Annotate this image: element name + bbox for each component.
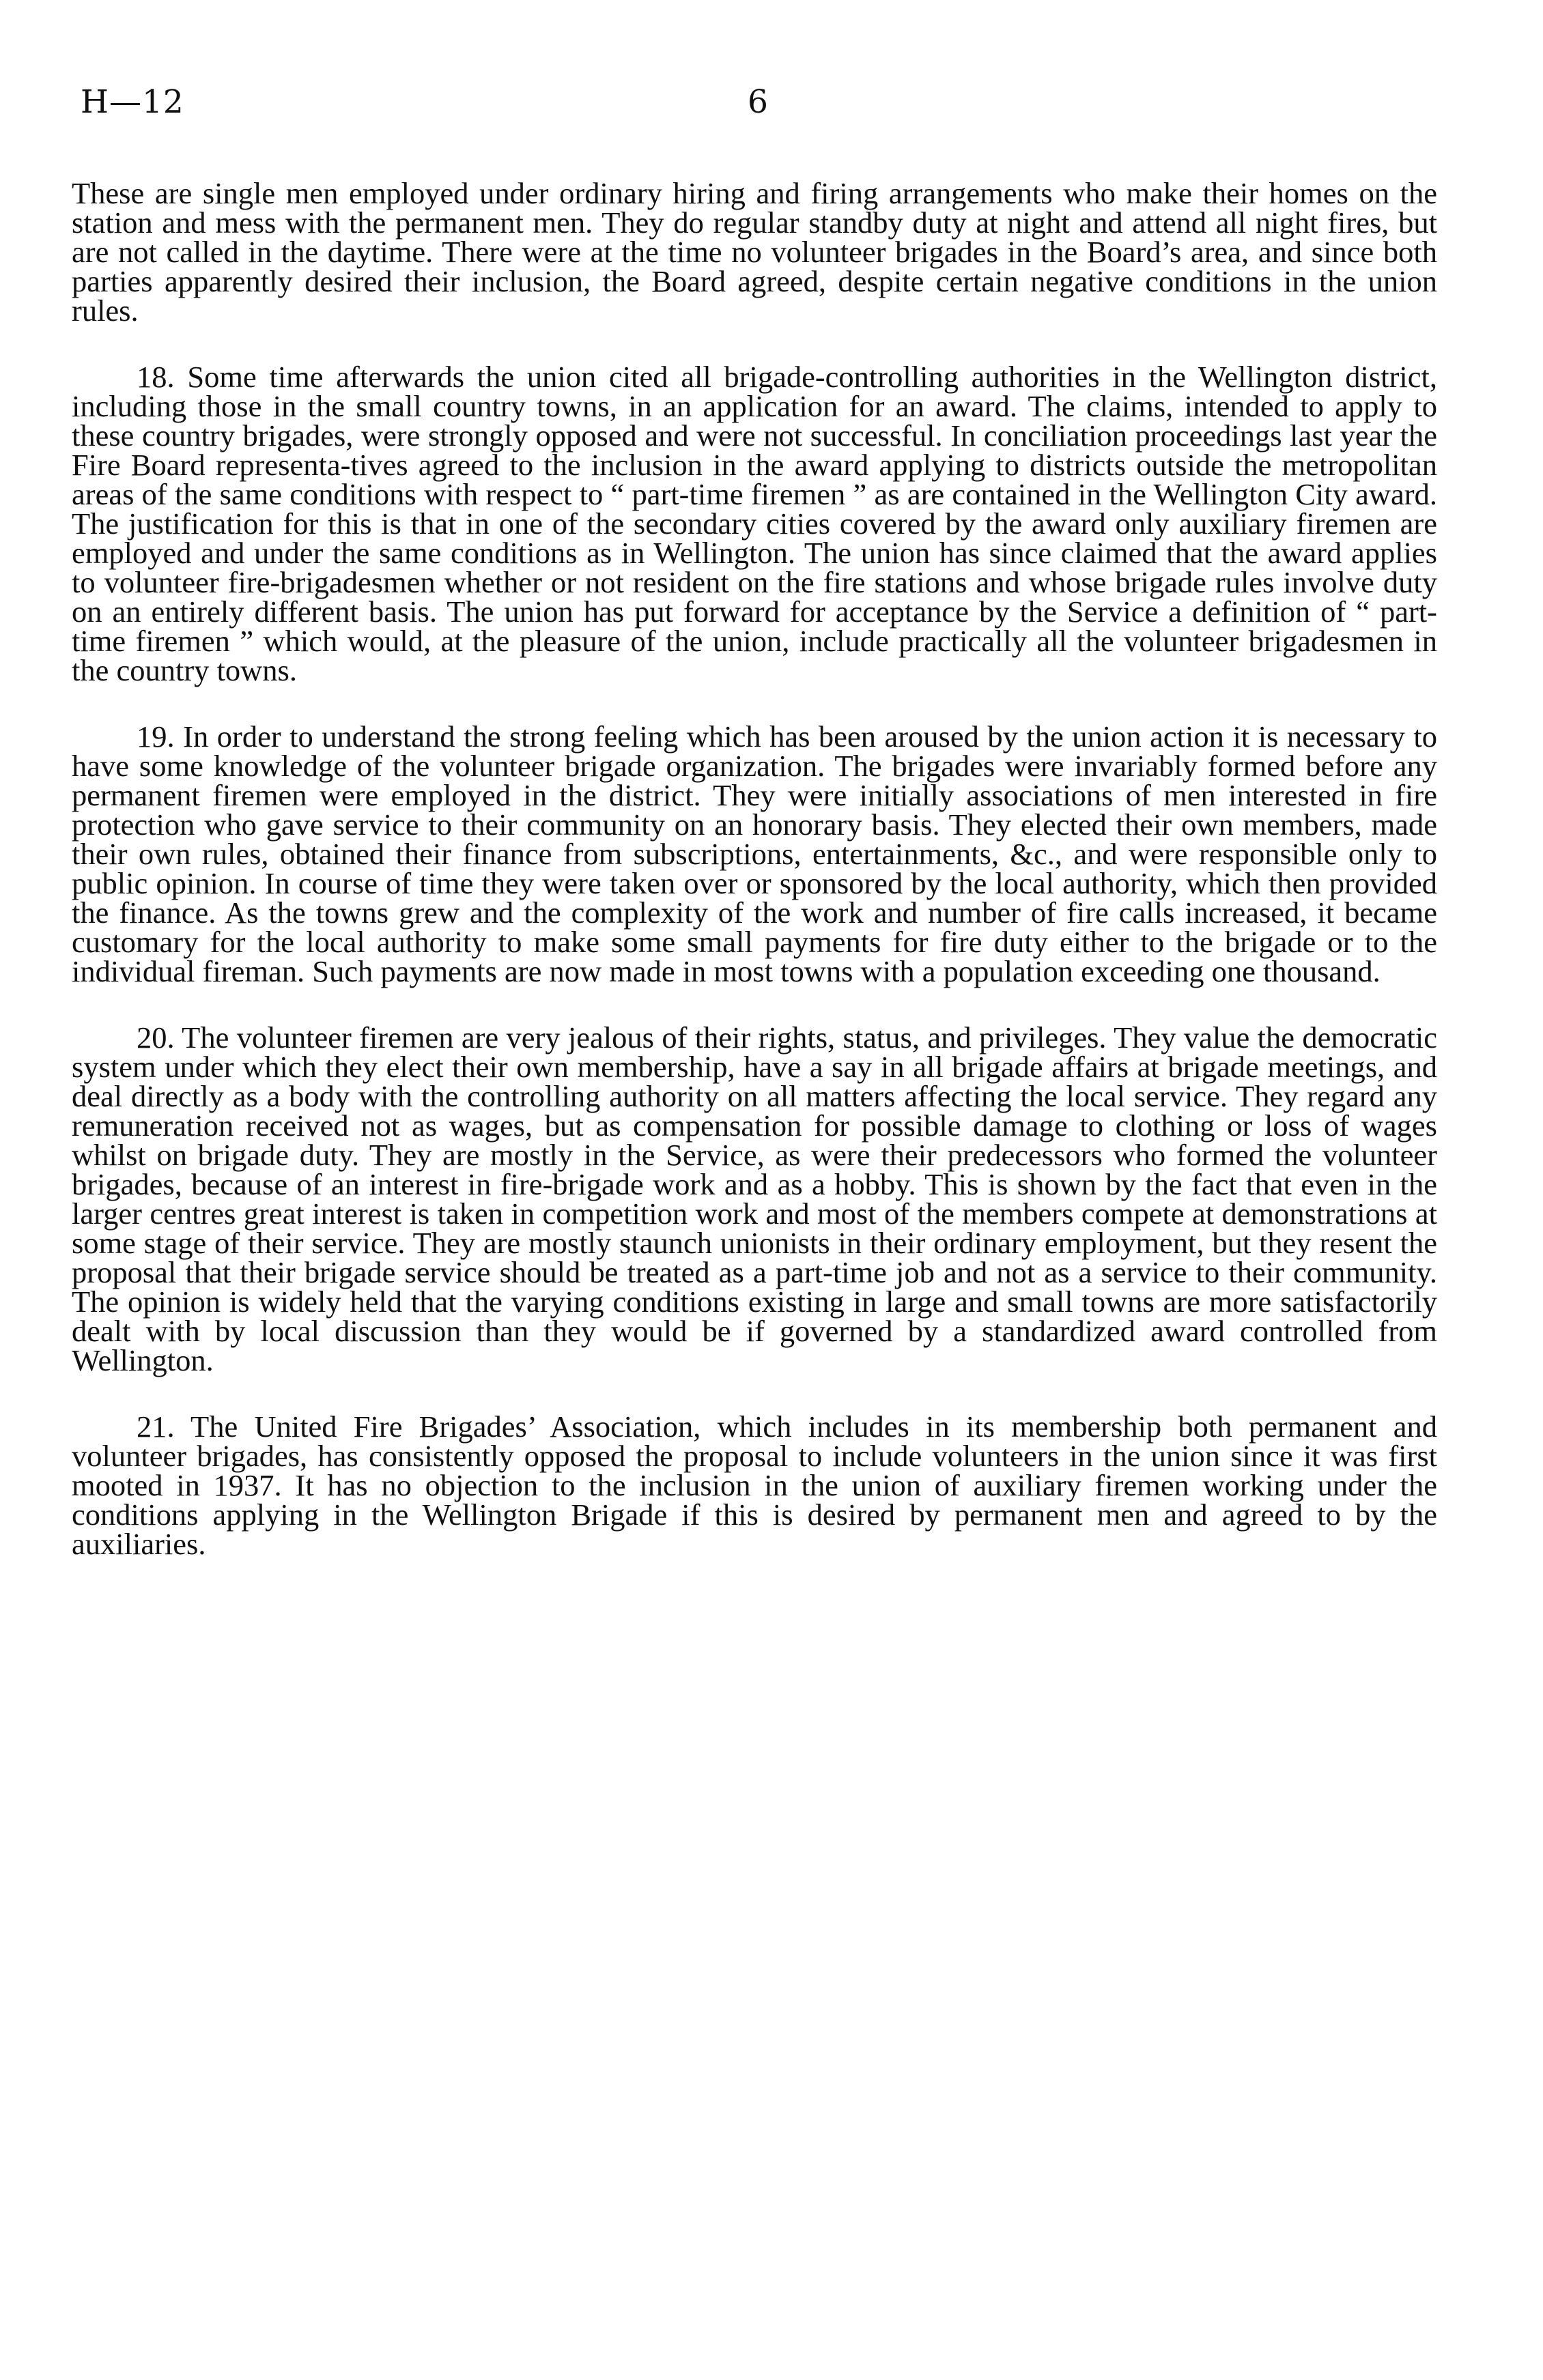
paragraph-19: 19. In order to understand the strong feeling which has been aroused by the union action it is necessary to have some knowledge of the volunteer brigade organization. The brigades were invariably formed before any permanent firemen were employed in the district. They were initially associations of men interested in fire protection who gave service to their community on an honorary basis. They elected their own members, made their own rules, obtained their finance from subscriptions, entertainments, &c., and were responsible only to public opinion. In course of time they were taken over or sponsored by the local authority, which then provided the finance. As the towns grew and the complexity of the work and number of fire calls increased, it became customary for the local authority to make some small payments for fire duty either to the brigade or to the individual fireman. Such payments are now made in most towns with a population exceeding one thousand. <box>72 719 1437 988</box>
paragraph-continued: These are single men employed under ordinary hiring and firing arrangements who make their homes on the station and mess with the permanent men. They do regular standby duty at night and attend all night fires, but are not called in the daytime. There were at the time no volunteer brigades in the Board’s area, and since both parties apparently desired their inclusion, the Board agreed, despite certain negative conditions in the union rules. <box>72 176 1437 328</box>
page-number: 6 <box>748 83 768 121</box>
paragraph-18: 18. Some time afterwards the union cited all brigade-controlling authorities in the Wellington district, including those in the small country towns, in an application for an award. The claims, intended to apply to these country brigades, were strongly opposed and were not successful. In conciliation proceedings last year the Fire Board representa-tives agreed to the inclusion in the award applying to districts outside the metropolitan areas of the same conditions with respect to “ part-time firemen ” as are contained in the Wellington City award. The justification for this is that in one of the secondary cities covered by the award only auxiliary firemen are employed and under the same conditions as in Wellington. The union has since claimed that the award applies to volunteer fire-brigadesmen whether or not resident on the fire stations and whose brigade rules involve duty on an entirely different basis. The union has put forward for acceptance by the Service a definition of “ part-time firemen ” which would, at the pleasure of the union, include practically all the volunteer brigadesmen in the country towns. <box>72 360 1437 687</box>
body-text <box>72 176 1437 1561</box>
paragraph-20: 20. The volunteer firemen are very jealous of their rights, status, and privileges. They value the democratic system under which they elect their own membership, have a say in all brigade affairs at brigade meetings, and deal directly as a body with the controlling authority on all matters affecting the local service. They regard any remuneration received not as wages, but as compensation for possible damage to clothing or loss of wages whilst on brigade duty. They are mostly in the Service, as were their predecessors who formed the volunteer brigades, because of an interest in fire-brigade work and as a hobby. This is shown by the fact that even in the larger centres great interest is taken in competition work and most of the members compete at demonstrations at some stage of their service. They are mostly staunch unionists in their ordinary employment, but they resent the proposal that their brigade service should be treated as a part-time job and not as a service to their community. The opinion is widely held that the varying conditions existing in large and small towns are more satisfactorily dealt with by local discussion than they would be if governed by a standardized award controlled from Wellington. <box>72 1020 1437 1377</box>
paragraph-21: 21. The United Fire Brigades’ Association, which includes in its membership both permanent and volunteer brigades, has consistently opposed the proposal to include volunteers in the union since it was first mooted in 1937. It has no objection to the inclusion in the union of auxiliary firemen working under the conditions applying in the Wellington Brigade if this is desired by permanent men and agreed to by the auxiliaries. <box>72 1409 1437 1561</box>
document-reference: H—12 <box>81 83 184 121</box>
